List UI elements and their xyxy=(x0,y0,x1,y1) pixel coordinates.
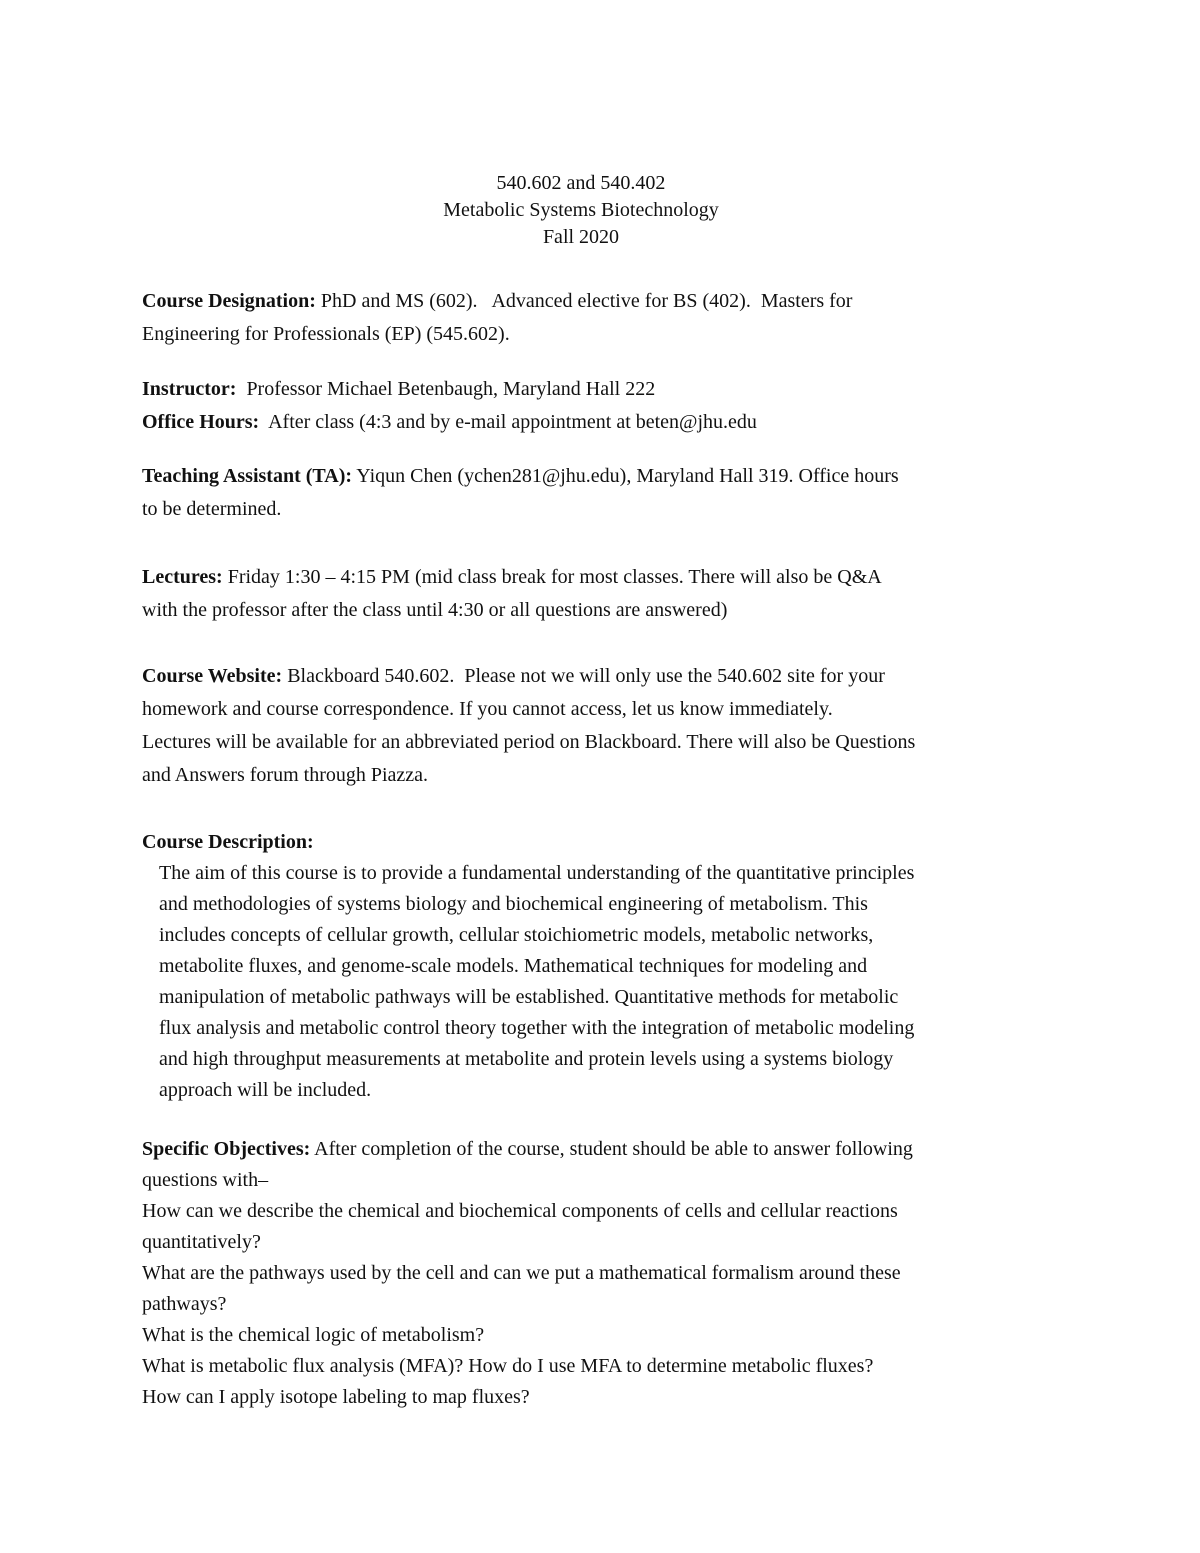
objective-line: What is metabolic flux analysis (MFA)? How do I use MFA to determine metabolic fluxes? xyxy=(142,1355,874,1377)
description-line: metabolite fluxes, and genome-scale models. Mathematical techniques for modeling and xyxy=(159,955,868,977)
objectives-intro-text: After completion of the course, student should be able to answer following xyxy=(310,1138,913,1160)
instructor-line xyxy=(142,373,1062,406)
lectures-line-2: with the professor after the class until 4:30 or all questions are answered) xyxy=(142,599,728,621)
website-label: Course Website: xyxy=(142,665,283,687)
ta-label: Teaching Assistant (TA): xyxy=(142,465,353,487)
objectives-line-1 xyxy=(142,1134,1062,1165)
objective-line: How can I apply isotope labeling to map fluxes? xyxy=(142,1386,530,1408)
objective-line: What are the pathways used by the cell and can we put a mathematical formalism around these xyxy=(142,1262,901,1284)
ta-line-1 xyxy=(142,460,1062,493)
course-designation-line-1 xyxy=(142,285,1062,318)
description-line: includes concepts of cellular growth, cellular stoichiometric models, metabolic networks, xyxy=(159,924,874,946)
website-line-4: and Answers forum through Piazza. xyxy=(142,764,429,786)
teaching-assistant-section xyxy=(142,460,1062,526)
office-hours-label: Office Hours: xyxy=(142,411,260,433)
office-hours-text: After class (4:3 and by e-mail appointment at beten@jhu.edu xyxy=(259,411,757,433)
lectures-line-1 xyxy=(142,561,1062,594)
objective-line: pathways? xyxy=(142,1293,227,1315)
lectures-label: Lectures: xyxy=(142,566,223,588)
course-description-label: Course Description: xyxy=(142,831,314,853)
specific-objectives-section xyxy=(142,1134,1062,1413)
objectives-label: Specific Objectives: xyxy=(142,1138,311,1160)
course-designation-line-2: Engineering for Professionals (EP) (545.602). xyxy=(142,323,510,345)
description-line: approach will be included. xyxy=(159,1079,372,1101)
lectures-text: Friday 1:30 – 4:15 PM (mid class break for most classes. There will also be Q&A xyxy=(222,566,882,588)
description-line: and high throughput measurements at metabolite and protein levels using a systems biology xyxy=(159,1048,894,1070)
objective-line: How can we describe the chemical and biochemical components of cells and cellular reactions xyxy=(142,1200,898,1222)
course-title: Metabolic Systems Biotechnology xyxy=(443,199,719,221)
objective-line: questions with– xyxy=(142,1169,269,1191)
course-website-section xyxy=(142,660,1062,792)
course-designation-text: PhD and MS (602). Advanced elective for BS (402). Masters for xyxy=(315,290,853,312)
office-hours-line xyxy=(142,406,1062,439)
website-line-2: homework and course correspondence. If you cannot access, let us know immediately. xyxy=(142,698,833,720)
website-line-1 xyxy=(142,660,1062,693)
instructor-section xyxy=(142,373,1062,439)
instructor-text: Professor Michael Betenbaugh, Maryland Hall 222 xyxy=(236,378,656,400)
ta-text: Yiqun Chen (ychen281@jhu.edu), Maryland Hall 319. Office hours xyxy=(352,465,899,487)
description-line: manipulation of metabolic pathways will be established. Quantitative methods for metabolic xyxy=(159,986,899,1008)
course-description-heading xyxy=(142,827,1062,858)
course-designation-label: Course Designation: xyxy=(142,290,316,312)
description-line: The aim of this course is to provide a fundamental understanding of the quantitative principles xyxy=(159,862,915,884)
course-designation-section xyxy=(142,285,1062,351)
instructor-label: Instructor: xyxy=(142,378,237,400)
course-numbers: 540.602 and 540.402 xyxy=(496,172,666,194)
website-text: Blackboard 540.602. Please not we will only use the 540.602 site for your xyxy=(282,665,885,687)
document-header xyxy=(0,170,1162,251)
objective-line: What is the chemical logic of metabolism? xyxy=(142,1324,485,1346)
ta-line-2: to be determined. xyxy=(142,498,282,520)
lectures-section xyxy=(142,561,1062,627)
course-description-section xyxy=(142,827,1062,1106)
description-line: and methodologies of systems biology and biochemical engineering of metabolism. This xyxy=(159,893,868,915)
course-term: Fall 2020 xyxy=(542,226,620,248)
objective-line: quantitatively? xyxy=(142,1231,261,1253)
description-line: flux analysis and metabolic control theory together with the integration of metabolic modeling xyxy=(159,1017,915,1039)
website-line-3: Lectures will be available for an abbreviated period on Blackboard. There will also be Questions xyxy=(142,731,916,753)
